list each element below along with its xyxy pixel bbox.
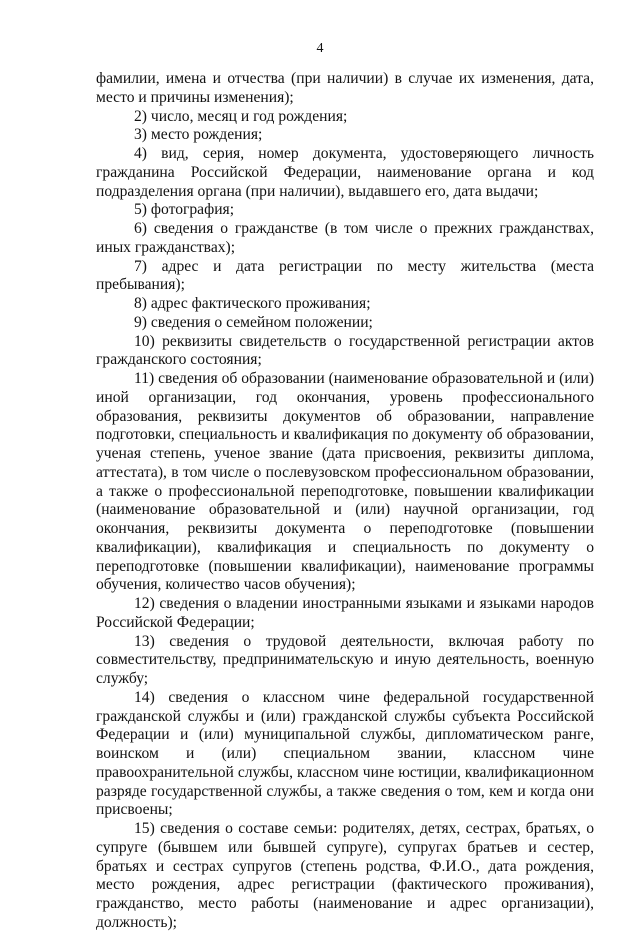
paragraph-1-continuation: фамилии, имена и отчества (при наличии) в случае их изменения, дата, место и причины изменения); — [96, 70, 594, 106]
paragraph-item-2: 2) число, месяц и год рождения; — [134, 107, 348, 125]
page-number: 4 — [316, 41, 324, 56]
paragraph-item-10: 10) реквизиты свидетельств о государственной регистрации актов гражданского состояния; — [96, 332, 594, 369]
paragraph-item-5: 5) фотография; — [134, 201, 235, 219]
paragraph-item-9: 9) сведения о семейном положении; — [134, 313, 373, 331]
paragraph-item-15: 15) сведения о составе семьи: родителях, детях, сестрах, братьях, о супруге (бывшем или бывшей супруге), супругах братьев и сестер, братьях и сестрах супругов (степень родства, Ф.И.О., дата рождения, место рождения, адрес регистрации (фактического проживания), гражданство, место работы (наименование и адрес организации), должность); — [96, 820, 594, 931]
paragraph-item-14: 14) сведения о классном чине федеральной государственной гражданской службы и (или) гражданской службы субъекта Российской Федерации и (или) муниципальной службы, дипломатическом ранге, воинском и (или) специальном звании, классном чине правоохранительной службы, классном чине юстиции, квалификационном разряде государственной службы, а также сведения о том, кем и когда они присвоены; — [96, 688, 594, 819]
document-body — [96, 70, 594, 933]
paragraph-item-4: 4) вид, серия, номер документа, удостоверяющего личность гражданина Российской Федерации, наименование органа и код подразделения органа (при наличии), выдавшего его, дата выдачи; — [96, 145, 594, 200]
paragraph-item-7: 7) адрес и дата регистрации по месту жительства (места пребывания); — [96, 257, 594, 294]
paragraph-item-11: 11) сведения об образовании (наименование образовательной и (или) иной организации, год окончания, уровень профессионального образования, реквизиты документов об образовании, направление подготовки, специальность и квалификация по документу об образовании, ученая степень, ученое звание (дата присвоения, реквизиты диплома, аттестата), в том числе о послевузовском профессиональном образовании, а также о профессиональной переподготовке, повышении квалификации (наименование образовательной и (или) научной организации, год окончания, реквизиты документа о переподготовке (повышении квалификации), квалификация и специальность по документу о переподготовке (повышении квалификации), наименование программы обучения, количество часов обучения); — [96, 370, 595, 594]
paragraph-item-13: 13) сведения о трудовой деятельности, включая работу по совместительству, предпринимательскую и иную деятельность, военную службу; — [96, 632, 594, 687]
paragraph-item-8: 8) адрес фактического проживания; — [134, 295, 371, 312]
paragraph-item-3: 3) место рождения; — [134, 126, 263, 144]
paragraph-item-6: 6) сведения о гражданстве (в том числе о прежних гражданствах, иных гражданствах); — [96, 220, 594, 256]
paragraph-item-12: 12) сведения о владении иностранными языками и языками народов Российской Федерации; — [96, 595, 594, 631]
